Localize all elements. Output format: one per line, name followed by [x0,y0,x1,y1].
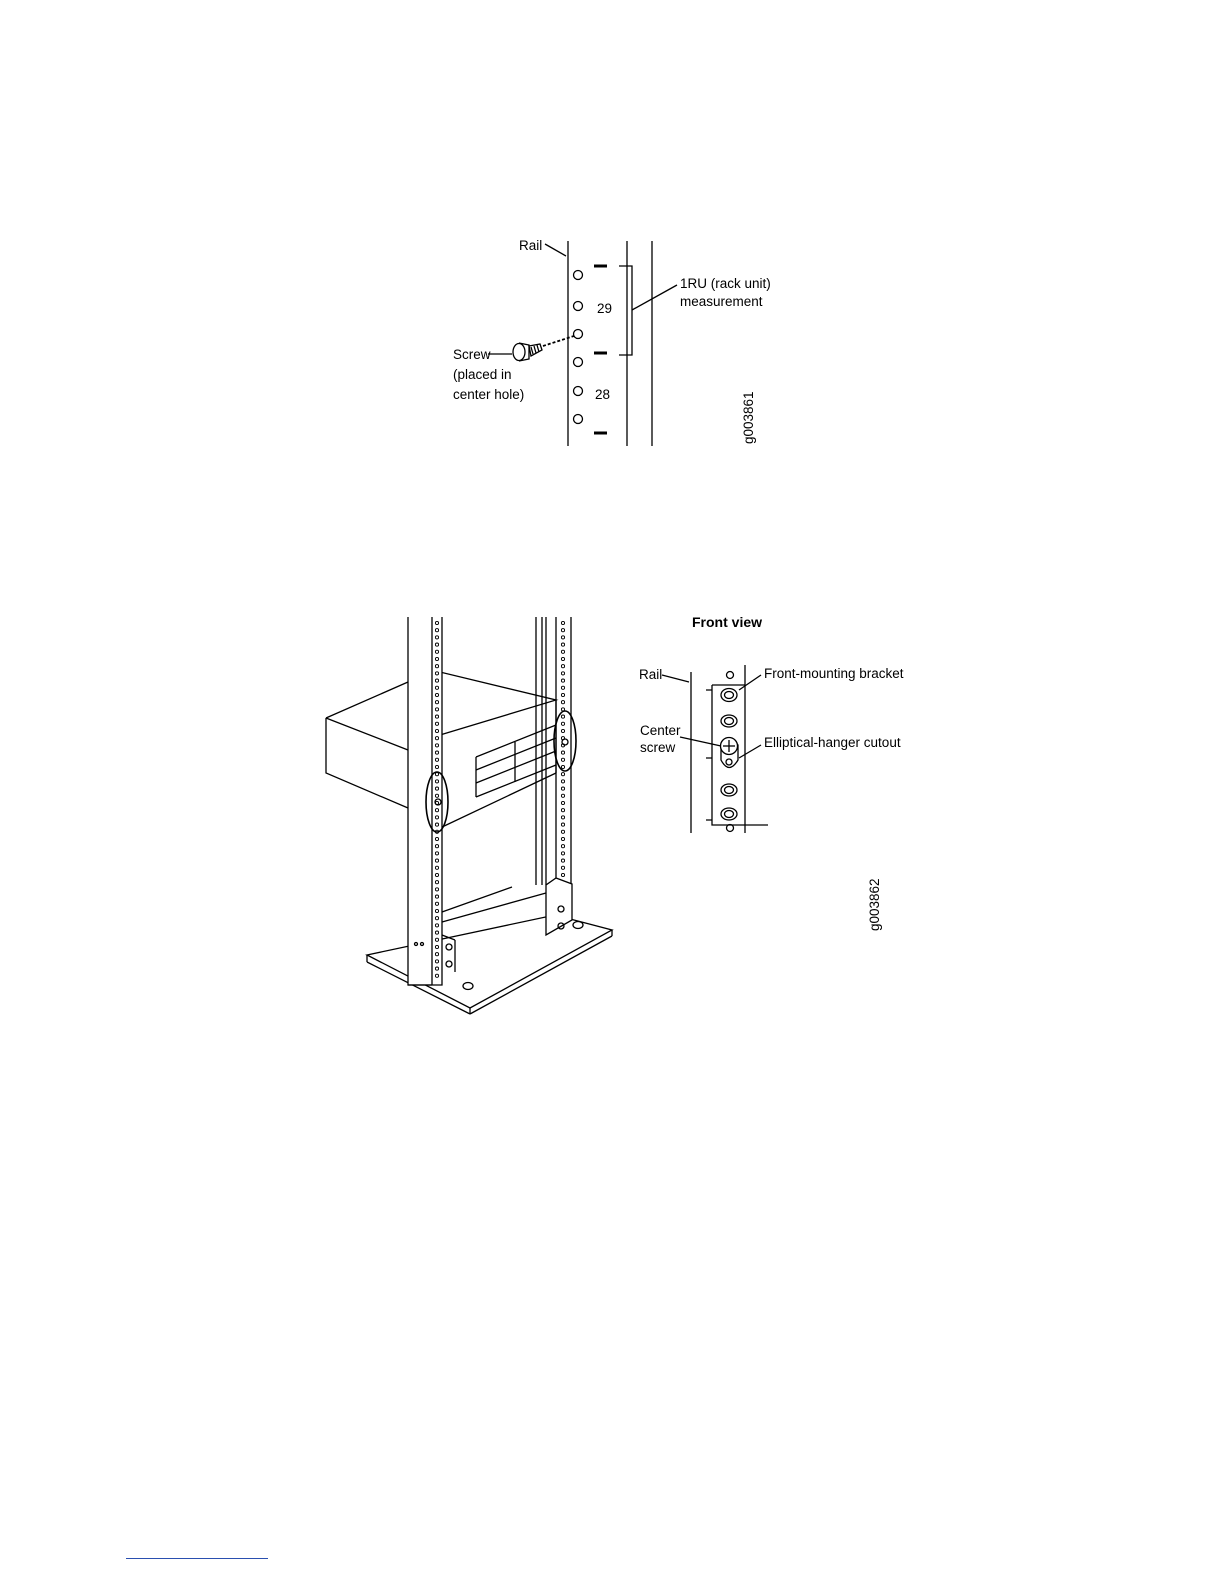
upright-hole [561,672,564,675]
fv-center-screw-line1: Center [640,723,681,738]
upright-hole [561,859,564,862]
upright-hole [561,845,564,848]
rail-hole [574,358,583,367]
upright-hole [561,708,564,711]
screw-icon [513,343,542,361]
figure-1-rail-measurement [488,241,677,446]
fv-rail-leader [662,675,689,682]
ru-tick-marks [594,266,607,433]
screw-path-dashed [543,336,574,346]
rail-hole [574,271,583,280]
upright-hole [561,852,564,855]
screw-label-line3: center hole) [453,387,525,402]
fv-cutout-label: Elliptical-hanger cutout [764,735,901,750]
ru-leader-line [632,285,677,310]
screw-label-line1: Screw [453,347,491,362]
figure-2-rack-isometric [326,617,612,1014]
upright-hole [561,693,564,696]
figure-2-front-view [662,665,768,833]
ru-label-line2: measurement [680,294,763,309]
upright-hole [561,686,564,689]
unit-number-29: 29 [597,301,613,316]
upright-hole [561,729,564,732]
upright-hole [561,650,564,653]
upright-hole [561,636,564,639]
ru-bracket [619,266,632,355]
upright-hole [561,715,564,718]
figure-2-labels [639,614,904,931]
unit-number-28: 28 [595,387,611,402]
upright-hole [561,657,564,660]
upright-hole [561,837,564,840]
upright-hole [561,629,564,632]
rail-label: Rail [519,238,543,253]
rack-base-plate [367,915,612,1008]
upright-hole [561,787,564,790]
upright-hole [561,722,564,725]
upright-hole [561,866,564,869]
rail-hole [574,302,583,311]
figure-2-id: g003862 [867,878,882,931]
upright-hole [561,823,564,826]
upright-hole [561,679,564,682]
upright-hole [561,816,564,819]
upright-hole [561,830,564,833]
rail-hole [574,330,583,339]
rail-hole [574,387,583,396]
fv-bracket-label: Front-mounting bracket [764,666,904,681]
fv-center-screw-line2: screw [640,740,676,755]
ru-label-line1: 1RU (rack unit) [680,276,771,291]
rail-holes [574,271,583,424]
upright-hole [561,751,564,754]
upright-hole [561,643,564,646]
fv-screw-leader [680,737,721,746]
footer-link-rule [126,1558,268,1559]
upright-hole [561,665,564,668]
fv-bracket-leader [739,675,761,690]
screw-label-line2: (placed in [453,367,512,382]
fv-rail-label: Rail [639,667,663,682]
upright-hole [561,765,564,768]
upright-hole [561,621,564,624]
rail-hole [574,415,583,424]
upright-hole [561,701,564,704]
upright-hole [561,773,564,776]
upright-hole [561,758,564,761]
upright-hole [561,809,564,812]
rear-upright-holes [561,621,564,876]
front-view-title: Front view [692,614,763,630]
upright-hole [561,780,564,783]
rear-bracket-highlight [554,711,576,771]
upright-hole [561,794,564,797]
upright-hole [561,801,564,804]
rail-leader-line [545,244,566,256]
figure-1-id: g003861 [741,391,756,444]
upright-hole [561,873,564,876]
fv-cutout-leader [739,745,761,758]
figure-1-labels [453,238,771,444]
